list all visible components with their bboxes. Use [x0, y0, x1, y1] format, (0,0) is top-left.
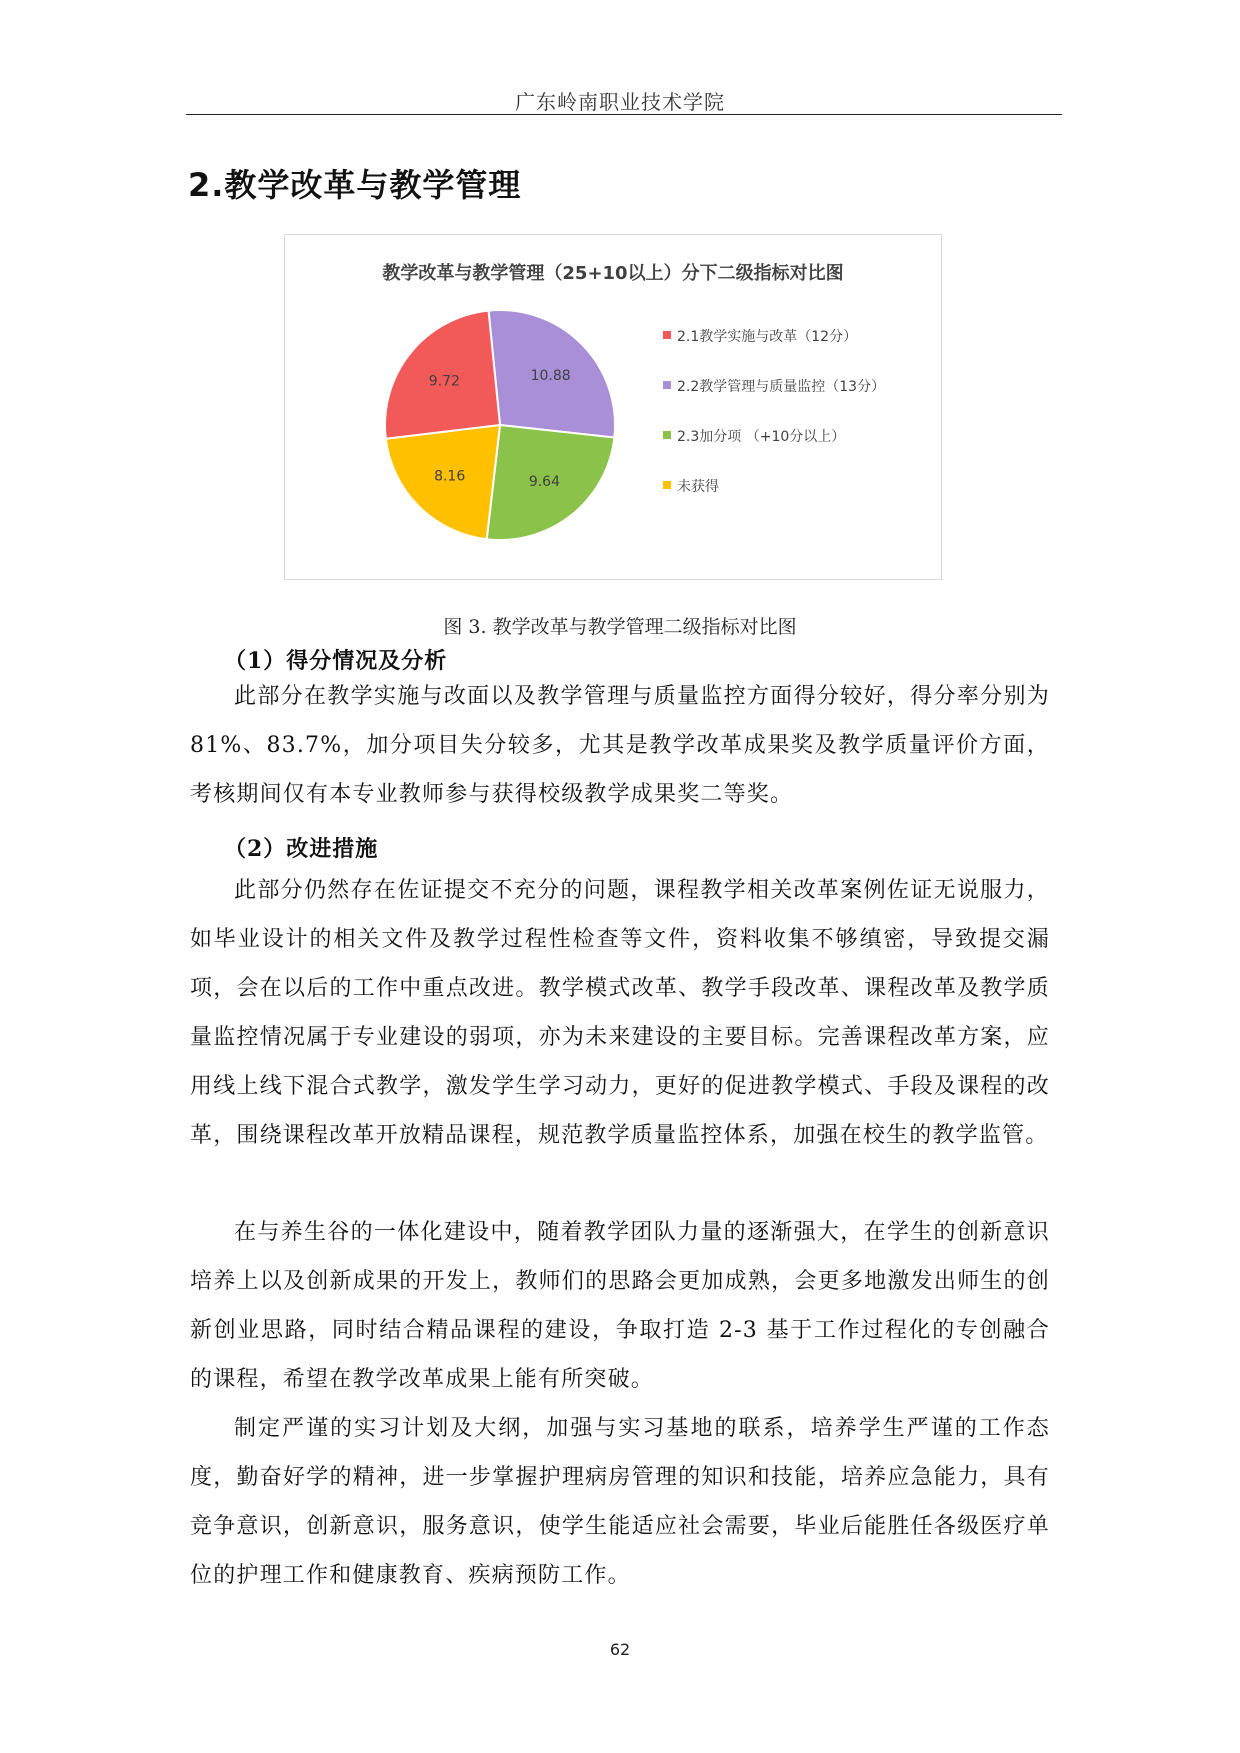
pie-slice-label-1: 10.88: [530, 367, 571, 384]
figure-caption: 图 3. 教学改革与教学管理二级指标对比图: [443, 616, 797, 638]
legend-label-1: 2.1教学实施与改革（12分）: [677, 329, 858, 345]
legend-swatch-2: [663, 381, 671, 389]
pie-slice-label-2: 9.64: [528, 473, 561, 490]
legend-label-2: 2.2教学管理与质量监控（13分）: [677, 379, 886, 395]
part2-heading: （2）改进措施: [224, 836, 379, 862]
legend-label-4: 未获得: [677, 479, 719, 495]
pie-slices: [385, 310, 615, 540]
part1-paragraph: 此部分在教学实施与改面以及教学管理与质量监控方面得分较好，得分率分别为 81%、83.7%，加分项目失分较多，尤其是教学改革成果奖及教学质量评价方面，考核期间仅有本专业教师参与获得校级教学成果奖二等奖。: [190, 684, 1050, 807]
section-heading: 2.教学改革与教学管理: [188, 166, 522, 204]
legend-swatch-1: [663, 331, 671, 339]
pie-chart-svg: [285, 235, 941, 579]
legend-swatch-3: [663, 431, 671, 439]
part2-paragraph-3: 制定严谨的实习计划及大纲，加强与实习基地的联系，培养学生严谨的工作态度，勤奋好学的精神，进一步掌握护理病房管理的知识和技能，培养应急能力，具有竞争意识，创新意识，服务意识，使学生能适应社会需要，毕业后能胜任各级医疗单位的护理工作和健康教育、疾病预防工作。: [190, 1416, 1050, 1588]
page-header-rule: [186, 114, 1062, 115]
pie-slice-label-4: 9.72: [428, 373, 460, 390]
part2-paragraph-2: 在与养生谷的一体化建设中，随着教学团队力量的逐渐强大，在学生的创新意识培养上以及创新成果的开发上，教师们的思路会更加成熟，会更多地激发出师生的创新创业思路，同时结合精品课程的建设，争取打造 2-3 基于工作过程化的专创融合的课程，希望在教学改革成果上能有所突破。: [190, 1220, 1050, 1392]
legend-swatch-4: [663, 481, 671, 489]
pie-slice-label-3: 8.16: [434, 468, 466, 485]
pie-chart: [284, 234, 942, 580]
chart-legend: [663, 328, 885, 495]
legend-label-3: 2.3加分项 （+10分以上）: [677, 429, 846, 445]
page-number: 62: [609, 1640, 631, 1659]
page-header-title: 广东岭南职业技术学院: [515, 90, 725, 114]
chart-title: 教学改革与教学管理（25+10以上）分下二级指标对比图: [382, 263, 844, 284]
part2-paragraph-1: 此部分仍然存在佐证提交不充分的问题，课程教学相关改革案例佐证无说服力，如毕业设计的相关文件及教学过程性检查等文件，资料收集不够缜密，导致提交漏项，会在以后的工作中重点改进。教学模式改革、教学手段改革、课程改革及教学质量监控情况属于专业建设的弱项，亦为未来建设的主要目标。完善课程改革方案，应用线上线下混合式教学，激发学生学习动力，更好的促进教学模式、手段及课程的改革，围绕课程改革开放精品课程，规范教学质量监控体系，加强在校生的教学监管。: [190, 878, 1050, 1148]
part1-heading: （1）得分情况及分析: [224, 648, 448, 674]
